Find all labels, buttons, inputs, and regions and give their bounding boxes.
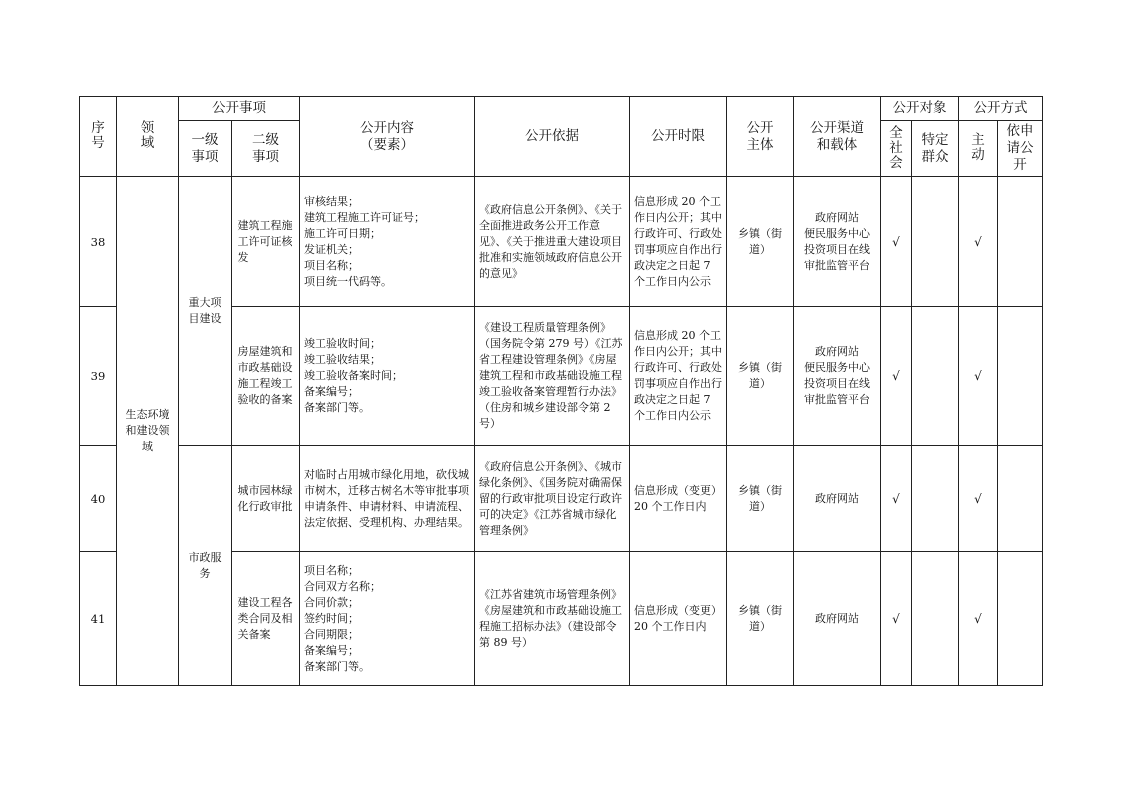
content-cell: 对临时占用城市绿化用地，砍伐城市树木，迁移古树名木等审批事项申请条件、申请材料、申请流程、法定依据、受理机构、办理结果。 (300, 446, 475, 552)
target-all-check: √ (881, 177, 912, 307)
level1-municipal: 市政服务 (179, 446, 232, 686)
basis-cell: 《政府信息公开条例》、《城市绿化条例》、《国务院对确需保留的行政审批项目设定行政许可的决定》《江苏省城市绿化管理条例》 (475, 446, 630, 552)
target-all-check: √ (881, 446, 912, 552)
header-basis: 公开依据 (475, 97, 630, 177)
method-active-check: √ (959, 552, 998, 686)
row-number: 39 (80, 307, 117, 446)
subject-cell: 乡镇（街道） (727, 177, 794, 307)
row-number: 40 (80, 446, 117, 552)
channel-cell: 政府网站 (794, 446, 881, 552)
method-request-empty (998, 552, 1043, 686)
header-domain: 领域 (117, 97, 179, 177)
header-time-limit: 公开时限 (630, 97, 727, 177)
header-seq: 序号 (80, 97, 117, 177)
method-active-check: √ (959, 446, 998, 552)
level2-cell: 建筑工程施工许可证核发 (232, 177, 300, 307)
disclosure-table (79, 96, 1043, 686)
header-content: 公开内容（要素） (300, 97, 475, 177)
basis-cell: 《江苏省建筑市场管理条例》《房屋建筑和市政基础设施工程施工招标办法》（建设部令第 89 号） (475, 552, 630, 686)
level2-cell: 房屋建筑和市政基础设施工程竣工验收的备案 (232, 307, 300, 446)
content-cell: 竣工验收时间； 竣工验收结果； 竣工验收备案时间； 备案编号； 备案部门等。 (300, 307, 475, 446)
time-limit-cell: 信息形成 20 个工作日内公开；其中行政许可、行政处罚事项应自作出行政决定之日起 7 个工作日内公示 (630, 307, 727, 446)
time-limit-cell: 信息形成（变更）20 个工作日内 (630, 446, 727, 552)
level2-cell: 城市园林绿化行政审批 (232, 446, 300, 552)
method-request-empty (998, 446, 1043, 552)
subject-cell: 乡镇（街道） (727, 307, 794, 446)
method-request-empty (998, 177, 1043, 307)
content-cell: 项目名称； 合同双方名称； 合同价款； 签约时间； 合同期限； 备案编号； 备案部门等。 (300, 552, 475, 686)
target-all-check: √ (881, 552, 912, 686)
channel-cell: 政府网站 (794, 552, 881, 686)
basis-cell: 《政府信息公开条例》、《关于全面推进政务公开工作意见》、《关于推进重大建设项目批准和实施领域政府信息公开的意见》 (475, 177, 630, 307)
row-number: 38 (80, 177, 117, 307)
channel-cell: 政府网站 便民服务中心 投资项目在线 审批监管平台 (794, 307, 881, 446)
target-specific-empty (912, 552, 959, 686)
basis-cell: 《建设工程质量管理条例》（国务院令第 279 号）《江苏省工程建设管理条例》《房屋建筑工程和市政基础设施工程竣工验收备案管理暂行办法》（住房和城乡建设部令第 2 号） (475, 307, 630, 446)
header-method-request: 依申请公开 (998, 121, 1043, 177)
header-method-active: 主动 (959, 121, 998, 177)
row-number: 41 (80, 552, 117, 686)
header-target-specific: 特定群众 (912, 121, 959, 177)
method-active-check: √ (959, 307, 998, 446)
target-specific-empty (912, 446, 959, 552)
time-limit-cell: 信息形成（变更）20 个工作日内 (630, 552, 727, 686)
table-row (80, 446, 1043, 552)
header-channel: 公开渠道和载体 (794, 97, 881, 177)
level2-cell: 建设工程各类合同及相关备案 (232, 552, 300, 686)
content-cell: 审核结果； 建筑工程施工许可证号； 施工许可日期； 发证机关； 项目名称； 项目统一代码等。 (300, 177, 475, 307)
header-items-group: 公开事项 (179, 97, 300, 121)
time-limit-cell: 信息形成 20 个工作日内公开；其中行政许可、行政处罚事项应自作出行政决定之日起 7 个工作日内公示 (630, 177, 727, 307)
header-level2: 二级事项 (232, 121, 300, 177)
channel-cell: 政府网站 便民服务中心 投资项目在线 审批监管平台 (794, 177, 881, 307)
header-target-all: 全社会 (881, 121, 912, 177)
subject-cell: 乡镇（街道） (727, 446, 794, 552)
target-specific-empty (912, 307, 959, 446)
target-all-check: √ (881, 307, 912, 446)
header-method-group: 公开方式 (959, 97, 1043, 121)
target-specific-empty (912, 177, 959, 307)
header-level1: 一级事项 (179, 121, 232, 177)
header-subject: 公开主体 (727, 97, 794, 177)
table-row (80, 177, 1043, 307)
method-active-check: √ (959, 177, 998, 307)
domain-cell: 生态环境和建设领域 (117, 177, 179, 686)
subject-cell: 乡镇（街道） (727, 552, 794, 686)
header-target-group: 公开对象 (881, 97, 959, 121)
method-request-empty (998, 307, 1043, 446)
level1-major-projects: 重大项目建设 (179, 177, 232, 446)
